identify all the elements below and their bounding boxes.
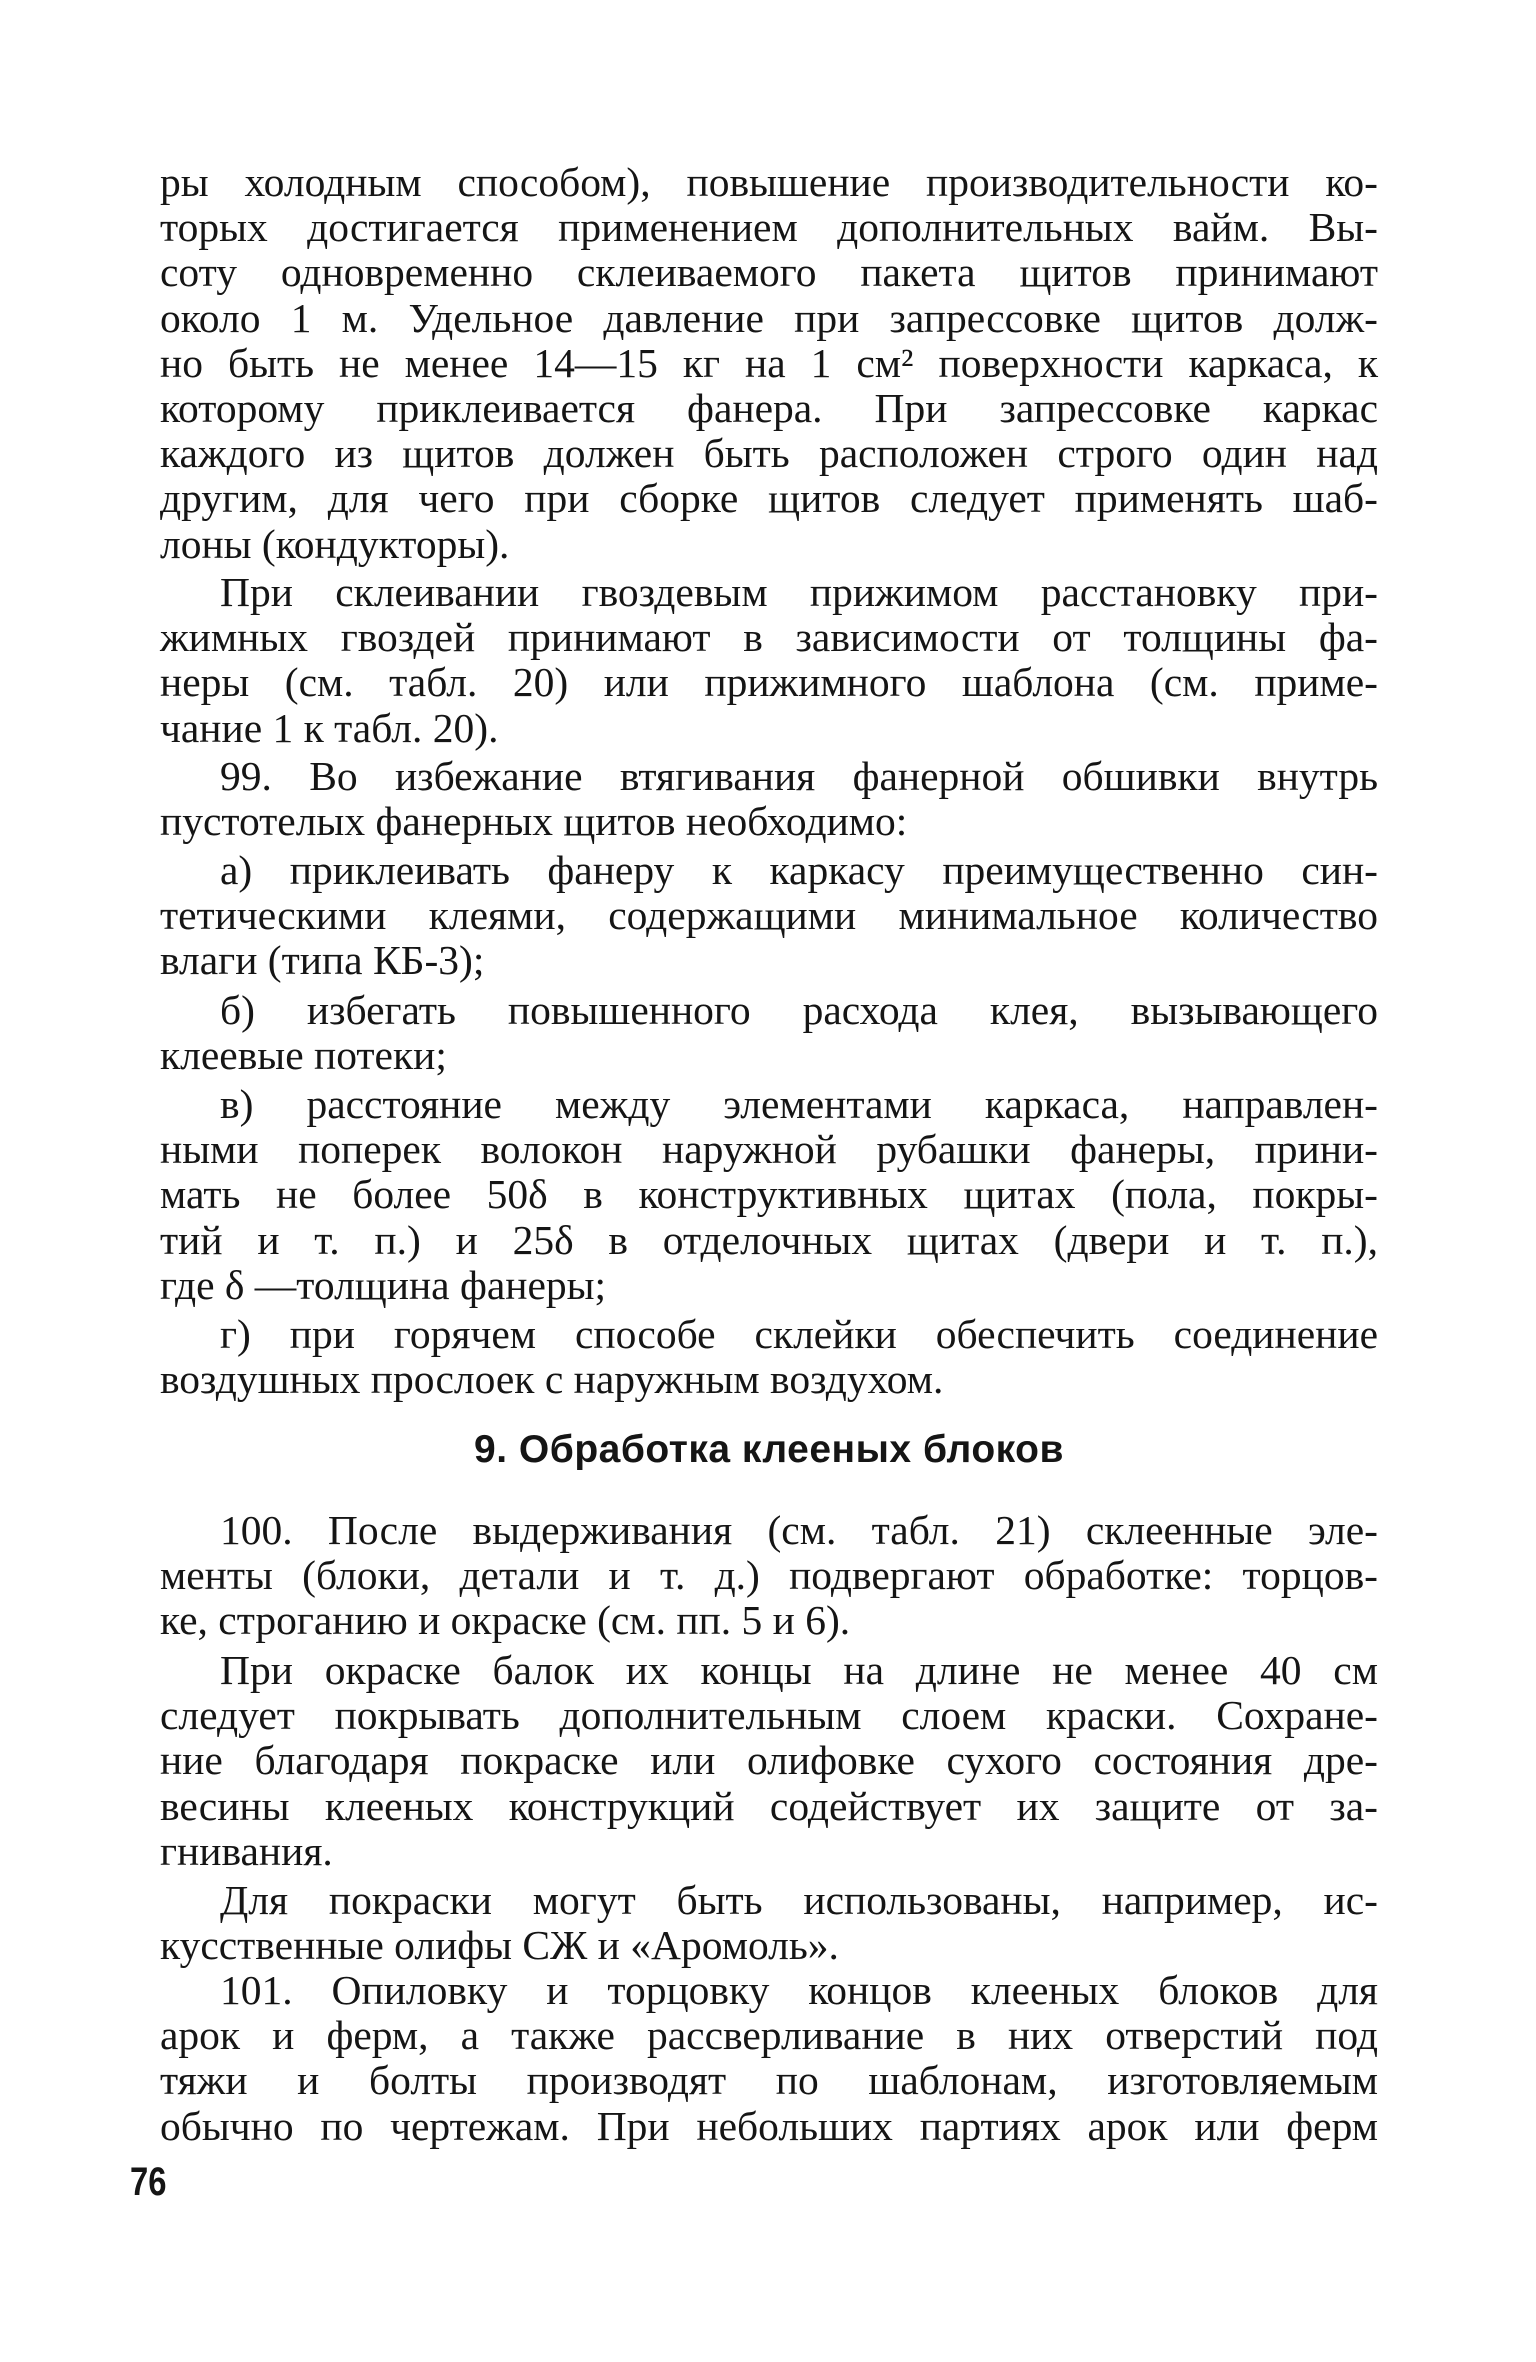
text-line: арок и ферм, а также рассверливание в них отверстий под [160,2012,1378,2059]
text-line: менты (блоки, детали и т. д.) подвергают обработке: торцов- [160,1552,1378,1599]
page-number: 76 [130,2160,167,2204]
text-line: около 1 м. Удельное давление при запрессовке щитов долж- [160,294,1378,341]
text-line: каждого из щитов должен быть расположен строго один над [160,430,1378,477]
text-line: При склеивании гвоздевым прижимом расстановку при- [220,569,1378,615]
text-line: следует покрывать дополнительным слоем краски. Сохране- [160,1692,1378,1739]
text-line: ными поперек волокон наружной рубашки фанеры, прини- [160,1126,1378,1173]
text-line: ние благодаря покраске или олифовке сухого состояния дре- [160,1737,1378,1784]
text-line: б) избегать повышенного расхода клея, вызывающего [220,987,1378,1033]
text-line: ке, строганию и окраске (см. пп. 5 и 6). [160,1597,851,1644]
text-line: соту одновременно склеиваемого пакета щитов принимают [160,249,1378,296]
list-item-b [160,988,1378,1078]
text-line: где δ —толщина фанеры; [160,1261,607,1308]
text-line: воздушных прослоек с наружным воздухом. [160,1356,944,1403]
paragraph-100 [160,1508,1378,1644]
text-line: а) приклеивать фанеру к каркасу преимущественно син- [220,847,1378,893]
paragraph-nail-clamping [160,570,1378,751]
text-line: которому приклеивается фанера. При запрессовке каркас [160,385,1378,432]
text-line: 101. Опиловку и торцовку концов клееных блоков для [220,1967,1378,2013]
paragraph-99 [160,754,1378,844]
text-line: неры (см. табл. 20) или прижимного шаблона (см. приме- [160,659,1378,706]
text-line: весины клееных конструкций содействует их защите от за- [160,1782,1378,1829]
section-heading: 9. Обработка клееных блоков [474,1428,1064,1471]
text-line: 100. После выдерживания (см. табл. 21) склеенные эле- [220,1507,1378,1553]
text-line: Для покраски могут быть использованы, например, ис- [220,1877,1378,1923]
text-line: мать не более 50δ в конструктивных щитах (пола, покры- [160,1171,1378,1218]
text-line: кусственные олифы СЖ и «Аромоль». [160,1922,839,1969]
text-line: обычно по чертежам. При небольших партиях арок или ферм [160,2102,1378,2149]
text-line: тяжи и болты производят по шаблонам, изготовляемым [160,2057,1378,2104]
text-line: 99. Во избежание втягивания фанерной обшивки внутрь [220,753,1378,799]
text-line: пустотелых фанерных щитов необходимо: [160,798,908,845]
text-line: влаги (типа КБ-3); [160,937,485,984]
list-item-a [160,848,1378,984]
paragraph-continuation [160,160,1378,567]
text-line: чание 1 к табл. 20). [160,704,499,751]
text-line: гнивания. [160,1827,333,1874]
text-line: другим, для чего при сборке щитов следует применять шаб- [160,475,1378,522]
paragraph-painting [160,1648,1378,1874]
paragraph-101 [160,1968,1378,2149]
text-line: жимных гвоздей принимают в зависимости от толщины фа- [160,614,1378,661]
text-line: торых достигается применением дополнительных вайм. Вы- [160,204,1378,251]
text-line: При окраске балок их концы на длине не менее 40 см [220,1647,1378,1693]
text-line: тий и т. п.) и 25δ в отделочных щитах (двери и т. п.), [160,1216,1378,1263]
list-item-v [160,1082,1378,1308]
text-line: в) расстояние между элементами каркаса, направлен- [220,1081,1378,1127]
text-line: тетическими клеями, содержащими минимальное количество [160,892,1378,939]
text-line: г) при горячем способе склейки обеспечить соединение [220,1311,1378,1357]
text-line: но быть не менее 14—15 кг на 1 см² поверхности каркаса, к [160,339,1378,386]
list-item-g [160,1312,1378,1402]
text-line: лоны (кондукторы). [160,520,510,567]
text-line: ры холодным способом), повышение производительности ко- [160,159,1378,205]
paragraph-drying-oil [160,1878,1378,1968]
text-line: клеевые потеки; [160,1032,447,1079]
